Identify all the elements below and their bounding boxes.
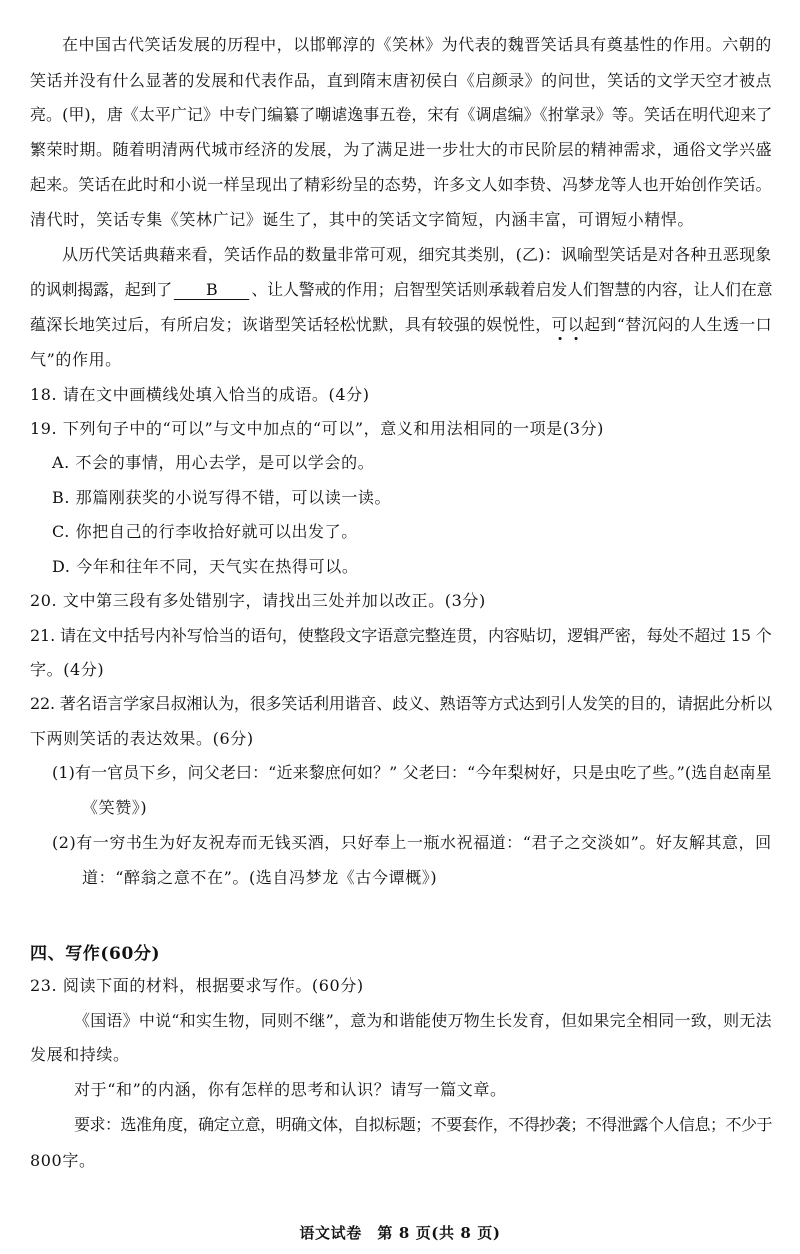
question-19: 19. 下列句子中的“可以”与文中加点的“可以”，意义和用法相同的一项是(3分)	[30, 419, 604, 438]
dotted-char-ke: 可	[551, 315, 568, 334]
question-21-line-2: 字。(4分)	[30, 660, 105, 679]
question-19-option-d: D. 今年和往年不同，天气实在热得可以。	[52, 557, 359, 576]
question-23: 23. 阅读下面的材料，根据要求写作。(60分)	[30, 976, 364, 995]
essay-material-line-1: 《国语》中说“和实生物，同则不继”，意为和谐能使万物生长发育，但如果完全相同一致，则无法	[74, 1011, 772, 1030]
question-22-example-2-line-2: 道：“醉翁之意不在”。(选自冯梦龙《古今谭概》)	[82, 868, 438, 887]
question-22-example-1-line-1: (1)有一官员下乡，问父老曰：“近来黎庶何如？” 父老曰：“今年梨树好，只是虫吃了些。”(选自赵南星	[52, 763, 772, 782]
question-22-line-1: 22. 著名语言学家吕叔湘认为，很多笑话利用谐音、歧义、熟语等方式达到引人发笑的目的，请据此分析以	[30, 694, 772, 713]
passage-p1-line-6: 清代时，笑话专集《笑林广记》诞生了，其中的笑话文字简短，内涵丰富，可谓短小精悍。	[30, 210, 695, 229]
passage-p2-line-4: 气”的作用。	[30, 350, 122, 369]
section-title-writing: 四、写作(60分)	[30, 944, 161, 964]
passage-p2-line-3	[30, 314, 772, 336]
question-20: 20. 文中第三段有多处错别字，请找出三处并加以改正。(3分)	[30, 591, 486, 610]
question-22-example-1-line-2: 《笑赞》)	[82, 798, 148, 817]
passage-p2-line-3-b: 起到“替沉闷的人生透一口	[584, 315, 772, 334]
passage-p1-line-4: 繁荣时期。随着明清两代城市经济的发展，为了满足进一步壮大的市民阶层的精神需求，通俗文学兴盛	[30, 140, 773, 159]
fill-in-blank-b: B	[174, 281, 249, 300]
question-19-option-c: C. 你把自己的行李收拾好就可以出发了。	[52, 522, 358, 541]
question-22-line-2: 下两则笑话的表达效果。(6分)	[30, 729, 254, 748]
passage-p2-line-1: 从历代笑话典藉来看，笑话作品的数量非常可观，细究其类别，(乙)：讽喻型笑话是对各种丑恶现象	[62, 245, 772, 264]
passage-p2-line-2	[30, 279, 772, 301]
essay-material-line-2: 发展和持续。	[30, 1045, 130, 1064]
passage-p2-line-3-a: 蕴深长地笑过后，有所启发；诙谐型笑话轻松忧默，具有较强的娱悦性，	[30, 315, 552, 334]
question-19-option-b: B. 那篇刚获奖的小说写得不错，可以读一读。	[52, 488, 392, 507]
passage-p1-line-2: 笑话并没有什么显著的发展和代表作品，直到隋末唐初侯白《启颜录》的问世，笑话的文学天空才被点	[30, 71, 773, 90]
question-22-example-2-line-1: (2)有一穷书生为好友祝寿而无钱买酒，只好奉上一瓶水祝福道：“君子之交淡如”。好友解其意，回	[52, 833, 772, 852]
passage-p1-line-1: 在中国古代笑话发展的历程中，以邯郸淳的《笑林》为代表的魏晋笑话具有奠基性的作用。六朝的	[62, 35, 772, 54]
question-18: 18. 请在文中画横线处填入恰当的成语。(4分)	[30, 385, 370, 404]
question-19-option-a: A. 不会的事情，用心去学，是可以学会的。	[52, 453, 375, 472]
essay-requirements-line-1: 要求：选准角度，确定立意，明确文体，自拟标题；不要套作，不得抄袭；不得泄露个人信息；不少于	[74, 1115, 773, 1134]
dotted-char-yi: 以	[567, 315, 585, 334]
question-21-line-1: 21. 请在文中括号内补写恰当的语句，使整段文字语意完整连贯，内容贴切，逻辑严密，每处不超过 15 个	[30, 626, 772, 645]
essay-requirements-line-2: 800字。	[30, 1151, 96, 1170]
page-footer: 语文试卷 第 8 页(共 8 页)	[299, 1224, 501, 1242]
essay-prompt: 对于“和”的内涵，你有怎样的思考和认识？请写一篇文章。	[74, 1080, 507, 1099]
passage-p2-line-2-before: 的讽刺揭露，起到了	[30, 280, 173, 299]
passage-p1-line-3: 亮。(甲)，唐《太平广记》中专门编纂了嘲谑逸事五卷，宋有《调虐编》《拊掌录》等。笑话在明代迎来了	[30, 105, 773, 124]
passage-p1-line-5: 起来。笑话在此时和小说一样呈现出了精彩纷呈的态势，许多文人如李贽、冯梦龙等人也开始创作笑话。	[30, 175, 772, 194]
passage-p2-line-2-after: 、让人警戒的作用；启智型笑话则承载着启发人们智慧的内容，让人们在意	[251, 280, 773, 299]
